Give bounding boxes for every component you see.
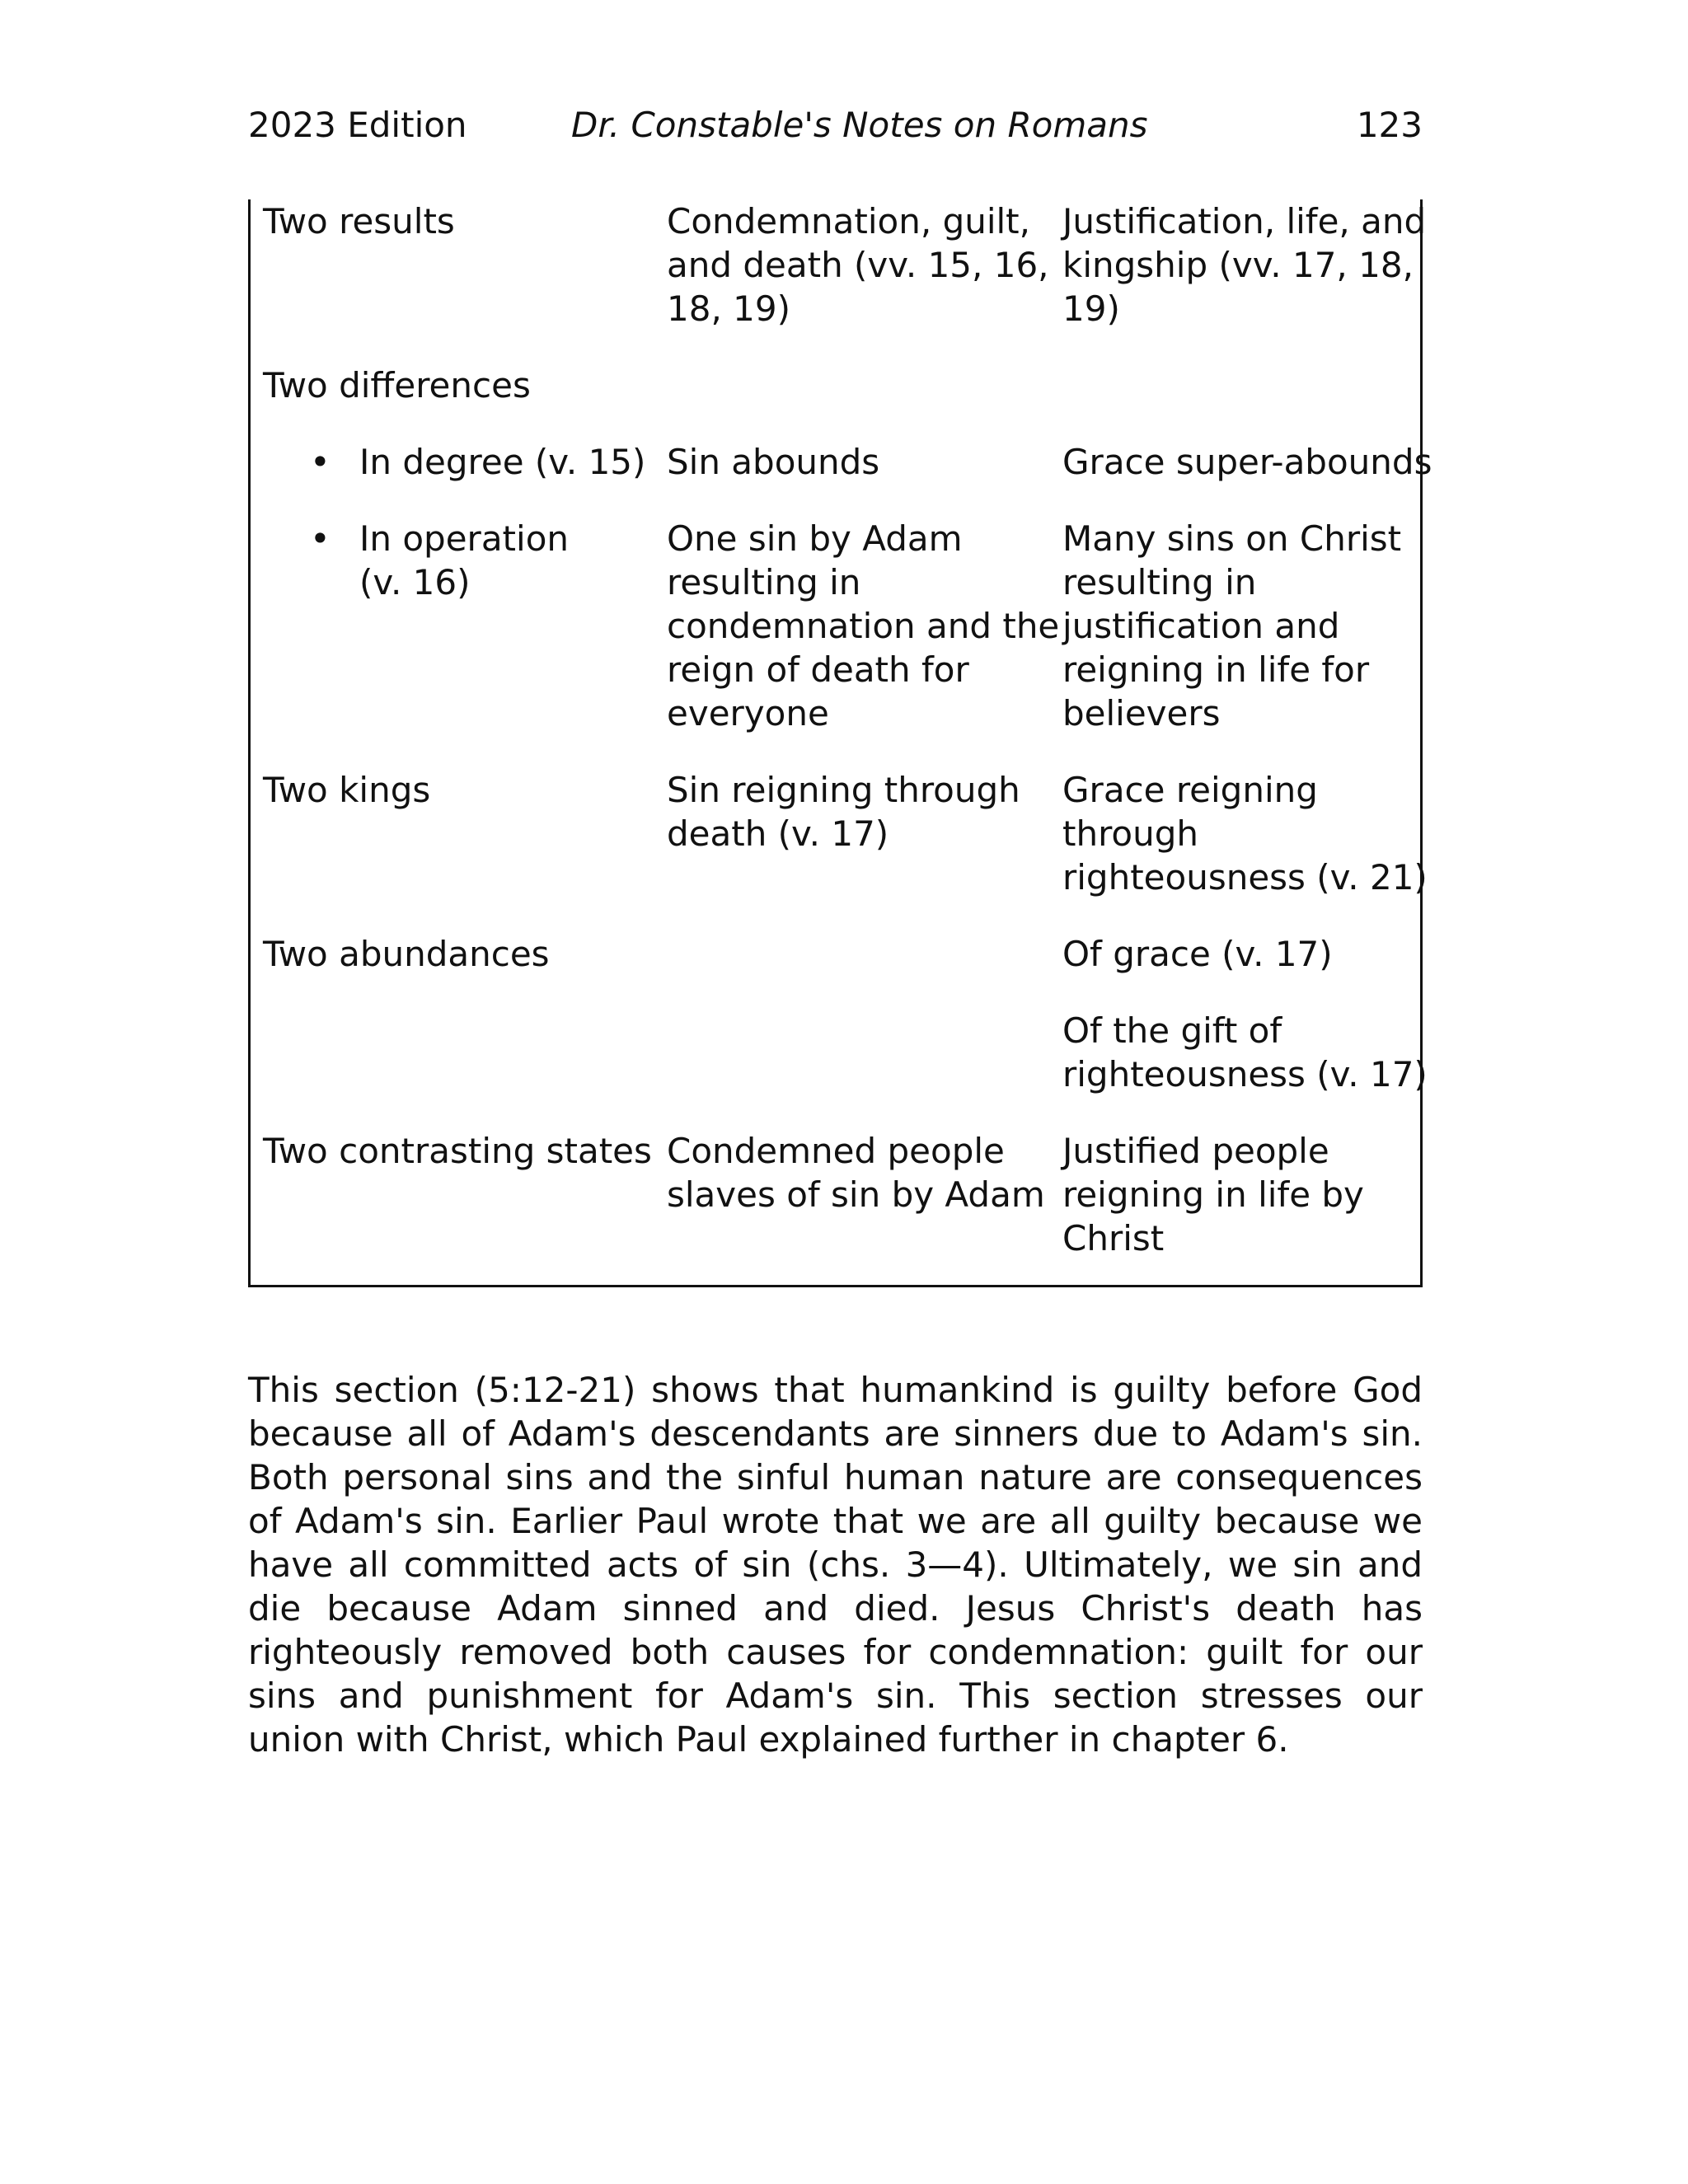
adam-cell: Sin abounds — [667, 442, 880, 482]
row-label: Two abundances — [263, 934, 550, 974]
bullet-marker: • — [310, 442, 331, 482]
christ-cell: 19) — [1062, 288, 1120, 329]
adam-cell: Condemnation, guilt, — [667, 201, 1030, 241]
christ-cell: Grace super-abounds — [1062, 442, 1432, 482]
row-label: (v. 16) — [359, 562, 471, 602]
adam-cell: death (v. 17) — [667, 813, 889, 854]
christ-cell: kingship (vv. 17, 18, — [1062, 245, 1414, 285]
row-label: Two results — [263, 201, 455, 241]
adam-cell: slaves of sin by Adam — [667, 1174, 1045, 1215]
row-label: In degree (v. 15) — [359, 442, 646, 482]
christ-cell: righteousness (v. 17) — [1062, 1054, 1428, 1094]
christ-cell: righteousness (v. 21) — [1062, 857, 1428, 898]
christ-cell: justification and — [1062, 606, 1340, 646]
adam-cell: One sin by Adam — [667, 518, 963, 559]
comparison-table — [248, 199, 1432, 1287]
adam-cell: condemnation and the — [667, 606, 1060, 646]
christ-cell: Christ — [1062, 1218, 1165, 1258]
row-label: Two kings — [263, 770, 431, 810]
page-number: 123 — [1356, 105, 1423, 145]
row-label: In operation — [359, 518, 570, 559]
row-label: Two contrasting states — [263, 1131, 652, 1171]
adam-cell: Condemned people — [667, 1131, 1005, 1171]
christ-cell: Many sins on Christ — [1062, 518, 1402, 559]
christ-cell: Of the gift of — [1062, 1010, 1282, 1051]
christ-cell: reigning in life by — [1062, 1174, 1364, 1215]
christ-cell: resulting in — [1062, 562, 1257, 602]
adam-cell: 18, 19) — [667, 288, 790, 329]
adam-cell: reign of death for — [667, 649, 969, 690]
adam-cell: and death (vv. 15, 16, — [667, 245, 1049, 285]
bullet-marker: • — [310, 518, 331, 559]
book-title: Dr. Constable's Notes on Romans — [571, 105, 1148, 145]
body-paragraph: This section (5:12-21) shows that humankind is guilty before God because all of Adam's descendants are sinners due to Adam's sin. Both personal sins and the sinful human nature are consequences of Adam's sin. Earlier Paul wrote that we are all guilty because we have all committed acts of sin (chs. 3—4). Ultimately, we sin and die because Adam sinned and died. Jesus Christ's death has righteously removed both causes for condemnation: guilt for our sins and punishment for Adam's sin. This section stresses our union with Christ, which Paul explained further in chapter 6. — [248, 1370, 1423, 1760]
adam-cell: everyone — [667, 693, 829, 733]
christ-cell: Justified people — [1062, 1131, 1329, 1171]
christ-cell: Grace reigning — [1062, 770, 1318, 810]
christ-cell: Justification, life, and — [1062, 201, 1427, 241]
christ-cell: reigning in life for — [1062, 649, 1370, 690]
edition-label: 2023 Edition — [248, 105, 467, 145]
adam-cell: Sin reigning through — [667, 770, 1020, 810]
christ-cell: Of grace (v. 17) — [1062, 934, 1333, 974]
christ-cell: believers — [1062, 693, 1221, 733]
row-label: Two differences — [263, 365, 531, 405]
christ-cell: through — [1062, 813, 1199, 854]
page-header — [248, 102, 1423, 148]
adam-cell: resulting in — [667, 562, 861, 602]
